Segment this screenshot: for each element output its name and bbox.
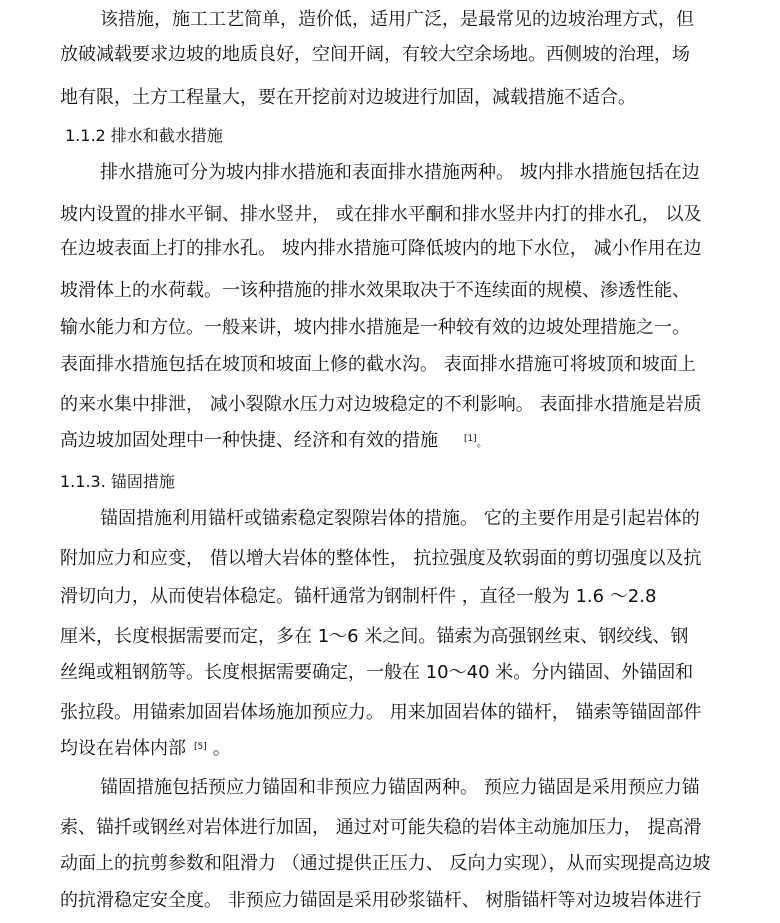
- paragraph-line: 锚固措施包括预应力锚固和非预应力锚固两种。 预应力锚固是采用预应力锚: [100, 777, 700, 798]
- citation-tail: 。: [476, 436, 488, 449]
- citation-ref-1: [1]: [464, 434, 477, 444]
- paragraph-line: 输水能力和方位。一般来讲，坡内排水措施是一种较有效的边坡处理措施之一。: [60, 317, 690, 338]
- paragraph-line: 的抗滑稳定安全度。 非预应力锚固是采用砂浆锚杆、 树脂锚杆等对边坡岩体进行: [60, 890, 702, 911]
- paragraph-line: 坡滑体上的水荷载。一该种措施的排水效果取决于不连续面的规模、渗透性能、: [60, 280, 690, 301]
- paragraph-line: 锚固措施利用锚杆或锚索稳定裂隙岩体的措施。 它的主要作用是引起岩体的: [100, 508, 700, 529]
- paragraph-line: [0, 738, 780, 760]
- section-heading-1-1-2: 1.1.2 排水和截水措施: [65, 126, 223, 145]
- paragraph-line: 在边坡表面上打的排水孔。 坡内排水措施可降低坡内的地下水位， 减小作用在边: [60, 238, 702, 259]
- citation-ref-5: [5]: [194, 742, 207, 752]
- paragraph-line: 坡内设置的排水平铜、排水竖井， 或在排水平酮和排水竖井内打的排水孔， 以及: [60, 204, 702, 225]
- paragraph-line: 滑切向力，从而使岩体稳定。锚杆通常为钢制杆件 ，直径一般为 1.6 ～2.8: [60, 586, 657, 607]
- section-heading-1-1-3: 1.1.3. 锚固措施: [60, 472, 175, 491]
- paragraph-line: [0, 430, 780, 452]
- line-text: 高边坡加固处理中一种快捷、经济和有效的措施: [60, 430, 438, 451]
- paragraph-line: 张拉段。用锚索加固岩体场施加预应力。 用来加固岩体的锚杆， 锚索等锚固部件: [60, 702, 702, 723]
- paragraph-line: 地有限，土方工程量大，要在开挖前对边坡进行加固，减载措施不适合。: [60, 87, 636, 108]
- paragraph-line: 厘米，长度根据需要而定，多在 1～6 米之间。锚索为高强钢丝束、钢绞线、钢: [60, 626, 689, 647]
- paragraph-line: 动面上的抗剪参数和阻滑力 （通过提供正压力、 反向力实现），从而实现提高边坡: [60, 853, 711, 874]
- paragraph-line: 排水措施可分为坡内排水措施和表面排水措施两种。 坡内排水措施包括在边: [100, 162, 700, 183]
- paragraph-line: 放破减载要求边坡的地质良好，空间开阔，有较大空余场地。西侧坡的治理，场: [60, 44, 690, 65]
- citation-tail: 。: [212, 738, 231, 759]
- line-text: 均设在岩体内部: [60, 738, 186, 759]
- paragraph-line: 丝绳或粗钢筋等。长度根据需要确定，一般在 10～40 米。分内锚固、外锚固和: [60, 662, 694, 683]
- paragraph-line: 的来水集中排泄， 减小裂隙水压力对边坡稳定的不利影响。 表面排水措施是岩质: [60, 394, 702, 415]
- paragraph-line: 表面排水措施包括在坡顶和坡面上修的截水沟。 表面排水措施可将坡顶和坡面上: [60, 354, 696, 375]
- paragraph-line: 该措施，施工工艺简单，造价低，适用广泛，是最常见的边坡治理方式，但: [100, 9, 694, 30]
- paragraph-line: 附加应力和应变， 借以增大岩体的整体性， 抗拉强度及软弱面的剪切强度以及抗: [60, 548, 702, 569]
- paragraph-line: 索、锚扦或钢丝对岩体进行加固， 通过对可能失稳的岩体主动施加压力， 提高滑: [60, 817, 702, 838]
